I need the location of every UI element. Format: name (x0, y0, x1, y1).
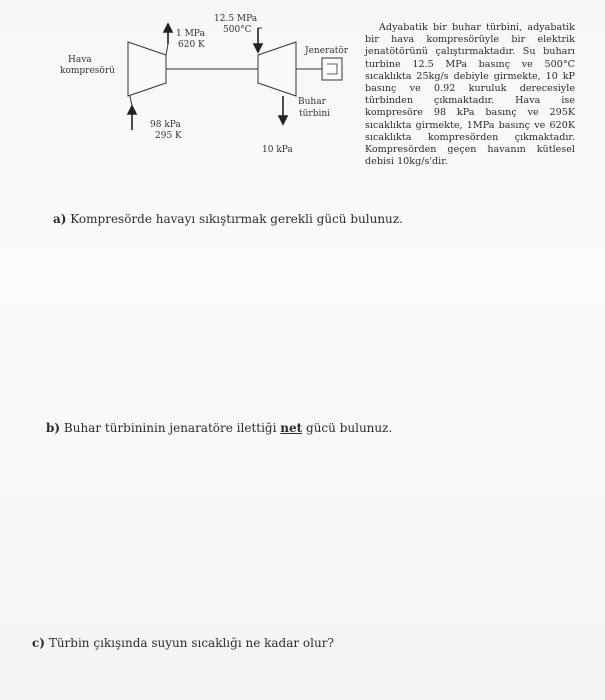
steam-in-temp: 500°C (223, 25, 252, 35)
generator-label: Jeneratör (305, 46, 349, 56)
turbine-label-2: türbini (299, 109, 331, 119)
question-a-letter: a) (53, 212, 67, 226)
compressor-shape (128, 42, 166, 96)
turbine-shape (258, 42, 296, 96)
problem-statement (365, 22, 575, 168)
air-in-temp: 295 K (155, 131, 182, 141)
steam-out-pressure: 10 kPa (262, 145, 293, 155)
compressor-label-2: kompresörü (60, 66, 115, 76)
question-c (32, 636, 334, 650)
question-b-net: net (280, 421, 303, 435)
compressor-label: Hava (68, 55, 92, 65)
air-out-temp: 620 K (178, 40, 205, 50)
question-c-text: Türbin çıkışında suyun sıcaklığı ne kadar olur? (48, 636, 334, 650)
turbine-label: Buhar (298, 97, 326, 107)
question-a-text: Kompresörde havayı sıkıştırmak gerekli gücü bulunuz. (70, 212, 403, 226)
generator-box (322, 58, 342, 80)
question-c-letter: c) (32, 636, 45, 650)
problem-text: Adyabatik bir buhar türbini, adyabatik bir hava kompresörüyle bir elektrik jenatötörünü çalıştırmaktadır. Su buharı turbine 12.5 MPa basınç ve 500°C sıcaklıkta 25kg/s debiyle girmekte, 10 kP basınç ve 0.92 kuruluk derecesiyle türbinden çıkmaktadır. Hava ise kompresöre 98 kPa basınç ve 295K sıcaklıkta girmekte, 1MPa basınç ve 620K sıcaklıkta kompresörden çıkmaktadır. Kompresörden geçen havanın kütlesel debisi 10kg/s'dir. (365, 22, 575, 168)
question-b-text-2: gücü bulunuz. (306, 421, 393, 435)
air-out-pressure: 1 MPa (176, 29, 205, 39)
air-in-pressure: 98 kPa (150, 120, 181, 130)
question-b-text-1: Buhar türbininin jenaratöre ilettiği (63, 421, 277, 435)
question-b (46, 421, 392, 435)
question-a (53, 212, 403, 226)
steam-in-pressure: 12.5 MPa (214, 14, 258, 24)
question-b-letter: b) (46, 421, 61, 435)
